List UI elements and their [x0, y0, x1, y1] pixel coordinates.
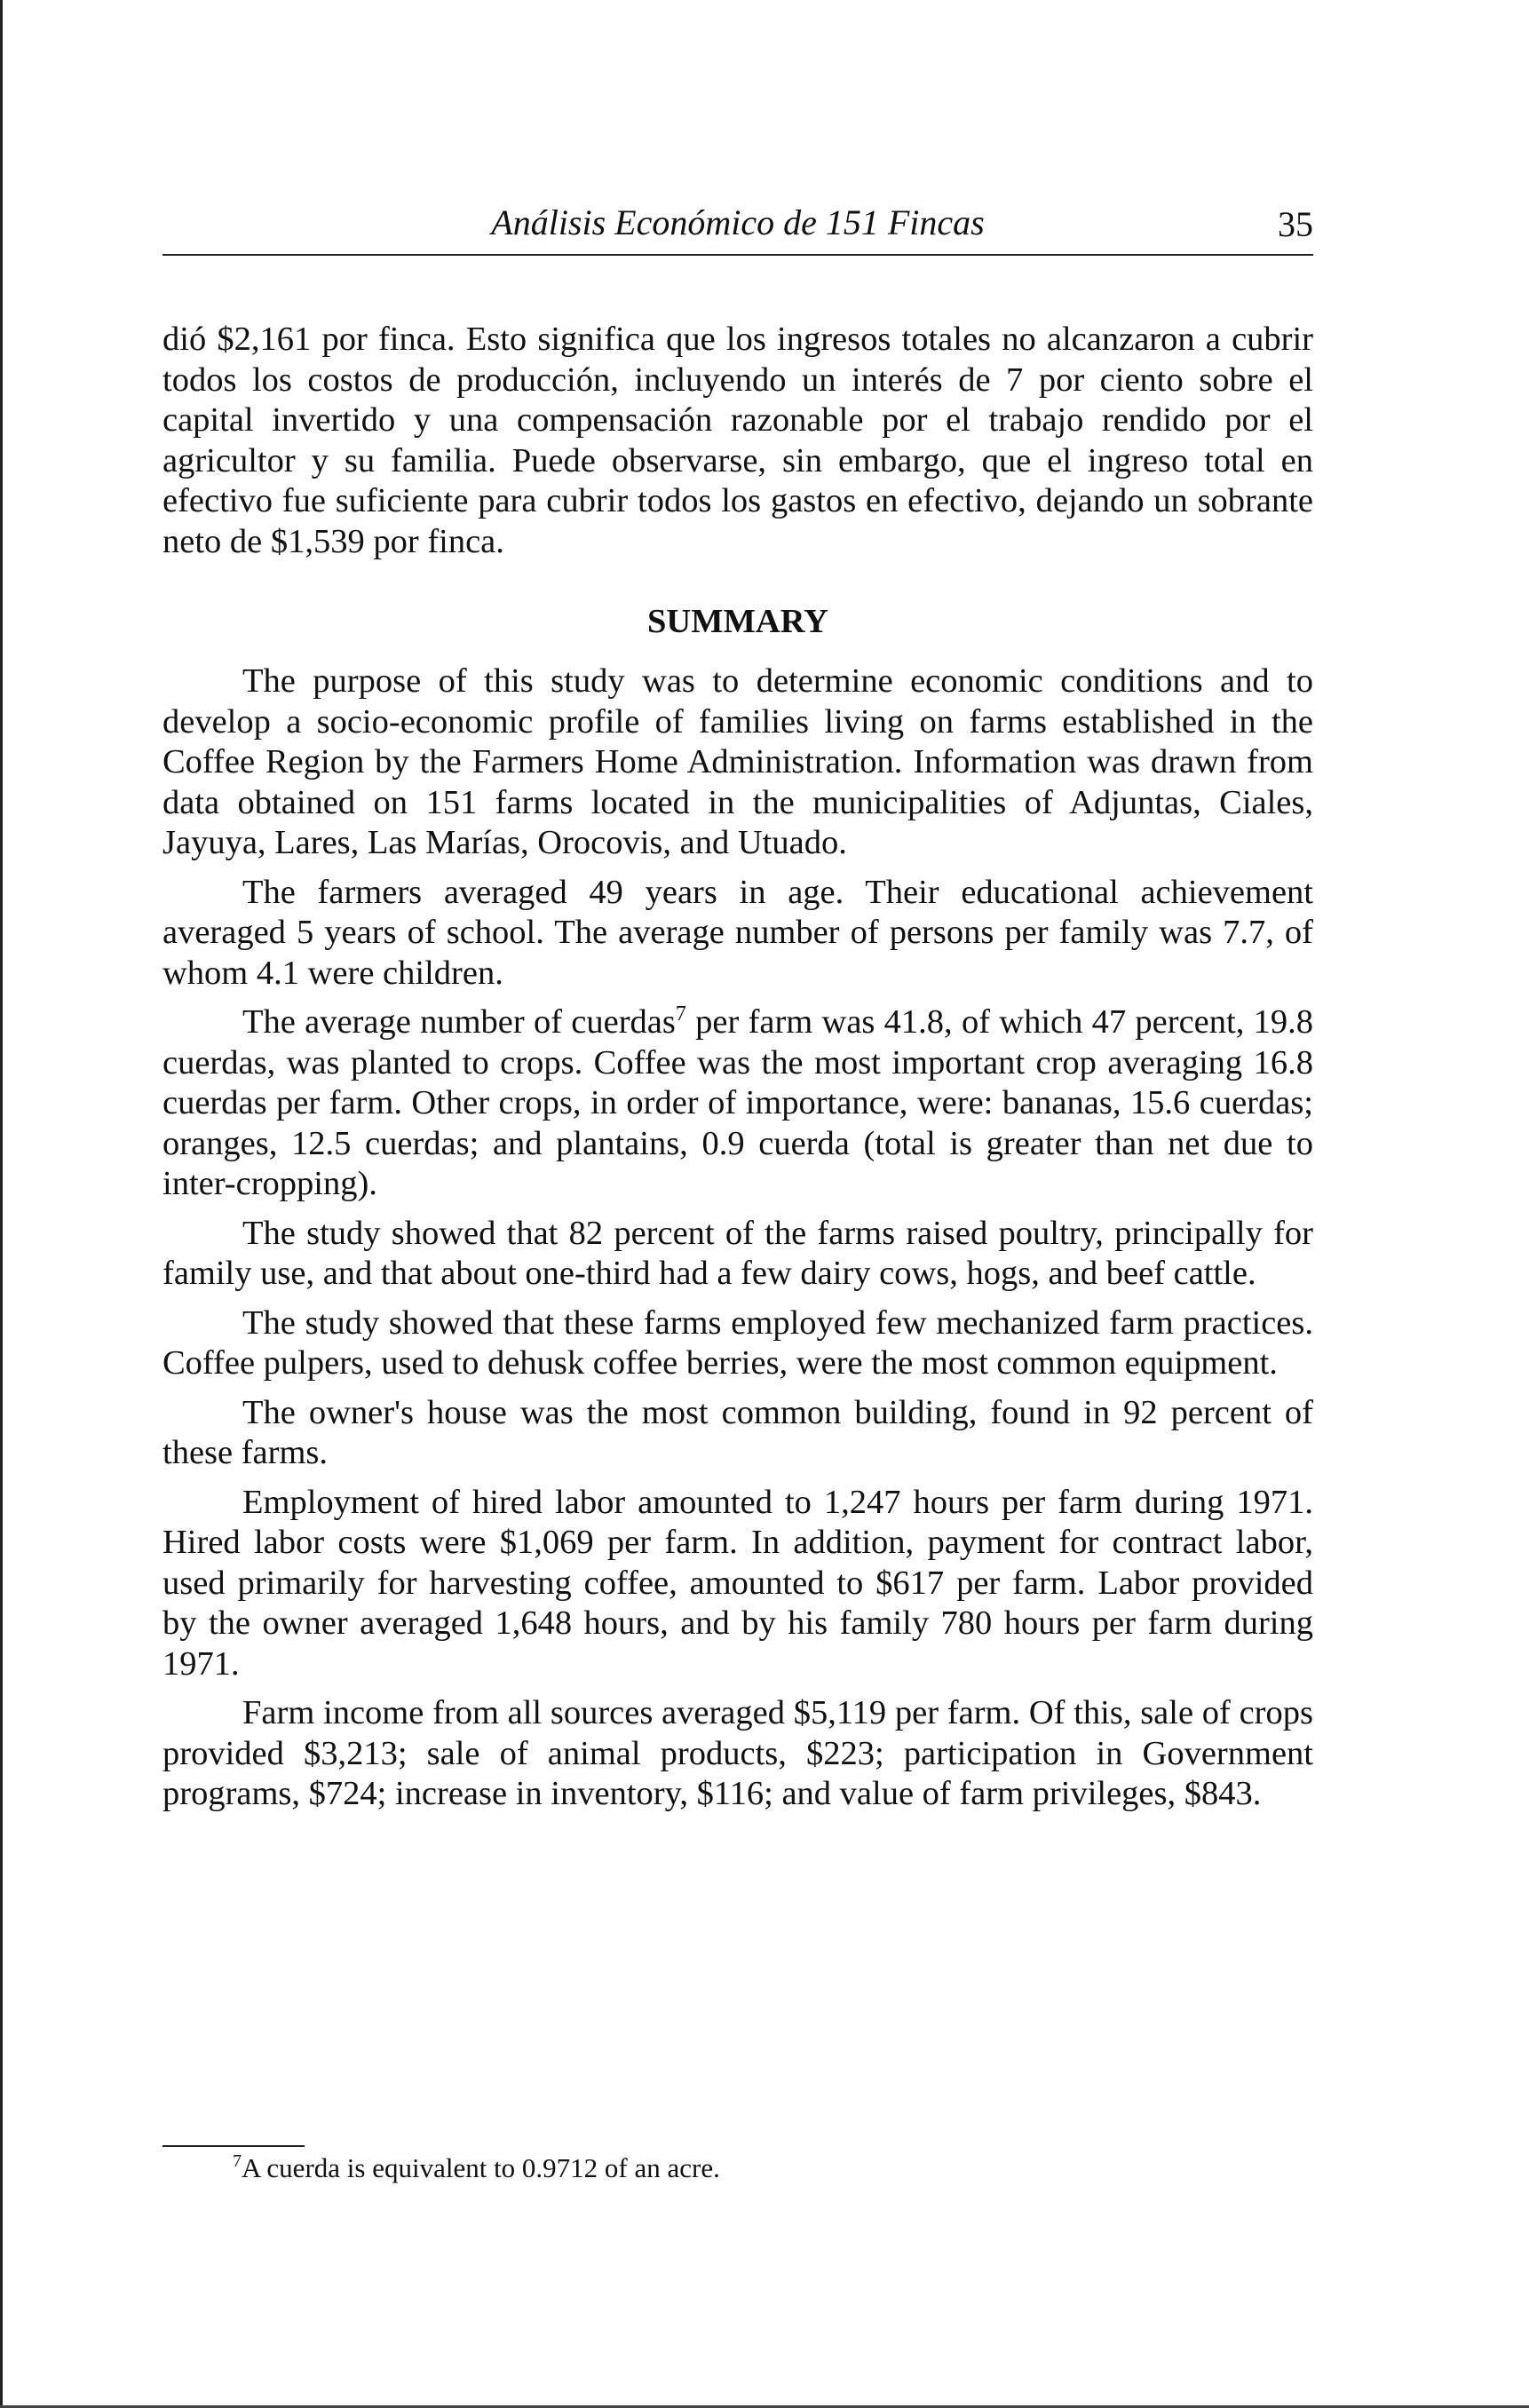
- summary-paragraph-labor: Employment of hired labor amounted to 1,247 hours per farm during 1971. Hired labor costs were $1,069 per farm. In addition, payment for contract labor, used primarily for harvesting coffee, amounted to $617 per farm. Labor provided by the owner averaged 1,648 hours, and by his family 780 hours per farm during 1971.: [162, 1483, 1313, 1683]
- section-heading: SUMMARY: [647, 603, 828, 640]
- summary-paragraph-livestock: The study showed that 82 percent of the farms raised poultry, principally for family use, and that about one-third had a few dairy cows, hogs, and beef cattle.: [162, 1214, 1313, 1292]
- summary-paragraph-equipment: The study showed that these farms employed few mechanized farm practices. Coffee pulpers, used to dehusk coffee berries, were the most common equipment.: [162, 1303, 1313, 1382]
- continuation-paragraph: dió $2,161 por finca. Esto significa que los ingresos totales no alcanzaron a cubrir todos los costos de producción, incluyendo un interés de 7 por ciento sobre el capital invertido y una compensación razonable por el trabajo rendido por el agricultor y su familia. Puede observarse, sin embargo, que el ingreso total en efectivo fue suficiente para cubrir todos los gastos en efectivo, dejando un sobrante neto de $1,539 por finca.: [162, 321, 1313, 560]
- footnote-mark: 7: [233, 2151, 242, 2171]
- footnote-reference: 7: [675, 1002, 686, 1026]
- scan-edge-left: [0, 0, 3, 2408]
- footnote-text: A cuerda is equivalent to 0.9712 of an acre.: [242, 2152, 720, 2183]
- summary-paragraph-income: Farm income from all sources averaged $5,119 per farm. Of this, sale of crops provided $3,213; sale of animal products, $223; participation in Government programs, $724; increase in inventory, $116; and value of farm privileges, $843.: [162, 1694, 1313, 1812]
- running-header: [162, 199, 1313, 256]
- page-body: [162, 320, 1313, 1824]
- running-title: Análisis Económico de 151 Fincas: [491, 202, 985, 242]
- footnote-rule: [162, 2145, 305, 2147]
- summary-paragraph-purpose: The purpose of this study was to determine economic conditions and to develop a socio-economic profile of families living on farms established in the Coffee Region by the Farmers Home Administration. Information was drawn from data obtained on 151 farms located in the municipalities of Adjuntas, Ciales, Jayuya, Lares, Las Marías, Orocovis, and Utuado.: [162, 662, 1313, 861]
- page-number: 35: [1278, 204, 1313, 244]
- summary-paragraph-buildings: The owner's house was the most common building, found in 92 percent of these farms.: [162, 1393, 1313, 1471]
- cuerdas-text-after: per farm was 41.8, of which 47 percent, 19.8 cuerdas, was planted to crops. Coffee was the most important crop averaging 16.8 cuerdas per farm. Other crops, in order of importance, were: bananas, 15.6 cuerdas; oranges, 12.5 cuerdas; and plantains, 0.9 cuerda (total is greater than net due to inter-cropping).: [162, 1003, 1313, 1202]
- footnote: [233, 2151, 720, 2186]
- summary-paragraph-farmers: The farmers averaged 49 years in age. Their educational achievement averaged 5 years of school. The average number of persons per family was 7.7, of whom 4.1 were children.: [162, 873, 1313, 992]
- summary-paragraph-cuerdas: [162, 1002, 1313, 1205]
- cuerdas-text-before: The average number of cuerdas: [242, 1003, 676, 1041]
